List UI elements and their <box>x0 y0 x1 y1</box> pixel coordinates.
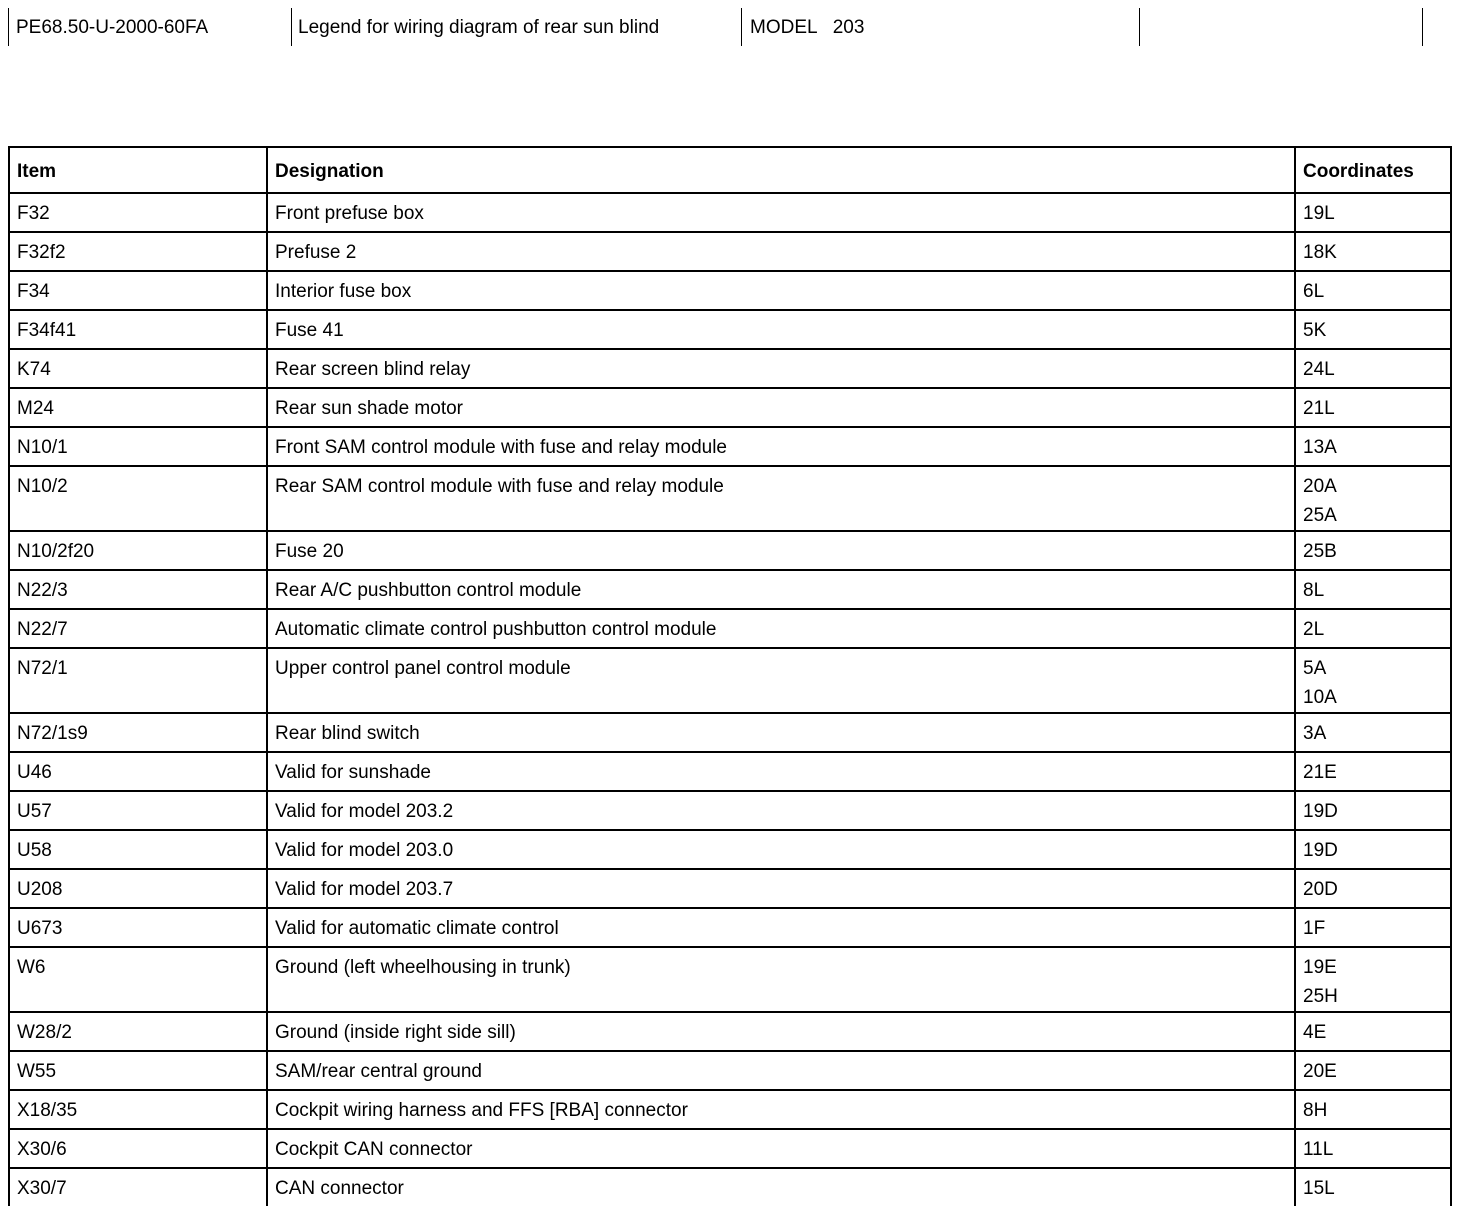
coordinate-value: 11L <box>1303 1139 1334 1160</box>
table-row <box>9 349 1451 388</box>
table-row <box>9 1168 1451 1206</box>
coordinate-value: 4E <box>1303 1022 1327 1043</box>
cell-coordinates <box>1295 570 1451 609</box>
cell-coordinates <box>1295 752 1451 791</box>
coordinate-value: 19D <box>1303 840 1338 861</box>
cell-item: U57 <box>9 791 267 830</box>
coordinate-value: 20E <box>1303 1061 1337 1082</box>
table-row <box>9 752 1451 791</box>
table-body <box>9 193 1451 1206</box>
cell-designation: Cockpit wiring harness and FFS [RBA] connector <box>267 1090 1295 1129</box>
cell-designation: Valid for model 203.7 <box>267 869 1295 908</box>
table-row <box>9 1012 1451 1051</box>
cell-item: N22/7 <box>9 609 267 648</box>
table-row <box>9 947 1451 1012</box>
coordinate-value: 5A <box>1303 658 1327 679</box>
coordinate-value: 20A <box>1303 476 1337 497</box>
coordinate-value: 18K <box>1303 242 1337 263</box>
coordinate-value: 24L <box>1303 359 1335 380</box>
cell-coordinates <box>1295 388 1451 427</box>
cell-coordinates <box>1295 1129 1451 1168</box>
cell-item: U46 <box>9 752 267 791</box>
cell-designation: Rear A/C pushbutton control module <box>267 570 1295 609</box>
cell-coordinates <box>1295 830 1451 869</box>
cell-designation: Ground (inside right side sill) <box>267 1012 1295 1051</box>
cell-item: X30/7 <box>9 1168 267 1206</box>
cell-coordinates <box>1295 1012 1451 1051</box>
column-header-coordinates: Coordinates <box>1295 147 1451 193</box>
coordinate-value: 21E <box>1303 762 1337 783</box>
coordinate-value: 5K <box>1303 320 1327 341</box>
table-row <box>9 830 1451 869</box>
cell-designation: Rear blind switch <box>267 713 1295 752</box>
cell-coordinates <box>1295 427 1451 466</box>
table-row <box>9 388 1451 427</box>
cell-designation: Interior fuse box <box>267 271 1295 310</box>
cell-designation: Rear sun shade motor <box>267 388 1295 427</box>
legend-table <box>8 146 1452 1206</box>
coordinate-value: 19L <box>1303 203 1335 224</box>
cell-item: F32 <box>9 193 267 232</box>
header-divider <box>1422 8 1423 46</box>
cell-item: X30/6 <box>9 1129 267 1168</box>
table-row <box>9 427 1451 466</box>
doc-title: Legend for wiring diagram of rear sun blind <box>298 17 660 38</box>
cell-coordinates <box>1295 648 1451 713</box>
cell-item: U673 <box>9 908 267 947</box>
cell-coordinates <box>1295 869 1451 908</box>
cell-coordinates <box>1295 609 1451 648</box>
cell-item: F34 <box>9 271 267 310</box>
cell-item: U58 <box>9 830 267 869</box>
cell-coordinates <box>1295 908 1451 947</box>
table-row <box>9 648 1451 713</box>
model-label: MODEL 203 <box>750 17 865 38</box>
cell-designation: Front SAM control module with fuse and relay module <box>267 427 1295 466</box>
cell-coordinates <box>1295 1090 1451 1129</box>
table-row <box>9 1129 1451 1168</box>
coordinate-value: 25A <box>1303 505 1337 526</box>
cell-item: N10/2f20 <box>9 531 267 570</box>
coordinate-value: 25H <box>1303 986 1338 1007</box>
table-row <box>9 713 1451 752</box>
cell-designation: Automatic climate control pushbutton control module <box>267 609 1295 648</box>
cell-designation: Valid for model 203.2 <box>267 791 1295 830</box>
header-divider <box>8 8 9 46</box>
table-row <box>9 232 1451 271</box>
cell-coordinates <box>1295 947 1451 1012</box>
header-divider <box>291 8 292 46</box>
cell-designation: SAM/rear central ground <box>267 1051 1295 1090</box>
coordinate-value: 10A <box>1303 687 1337 708</box>
cell-item: F32f2 <box>9 232 267 271</box>
cell-designation: Valid for automatic climate control <box>267 908 1295 947</box>
cell-designation: Rear SAM control module with fuse and relay module <box>267 466 1295 531</box>
coordinate-value: 21L <box>1303 398 1335 419</box>
column-header-item: Item <box>9 147 267 193</box>
coordinate-value: 3A <box>1303 723 1327 744</box>
cell-coordinates <box>1295 349 1451 388</box>
cell-item: M24 <box>9 388 267 427</box>
cell-coordinates <box>1295 193 1451 232</box>
coordinate-value: 8H <box>1303 1100 1328 1121</box>
cell-coordinates <box>1295 466 1451 531</box>
table-row <box>9 531 1451 570</box>
cell-coordinates <box>1295 713 1451 752</box>
coordinate-value: 20D <box>1303 879 1338 900</box>
cell-designation: Valid for sunshade <box>267 752 1295 791</box>
cell-coordinates <box>1295 232 1451 271</box>
cell-designation: Ground (left wheelhousing in trunk) <box>267 947 1295 1012</box>
coordinate-value: 15L <box>1303 1178 1335 1199</box>
cell-designation: Front prefuse box <box>267 193 1295 232</box>
cell-item: W55 <box>9 1051 267 1090</box>
cell-designation: Valid for model 203.0 <box>267 830 1295 869</box>
coordinate-value: 2L <box>1303 619 1325 640</box>
cell-coordinates <box>1295 1168 1451 1206</box>
cell-item: X18/35 <box>9 1090 267 1129</box>
column-header-designation: Designation <box>267 147 1295 193</box>
table-row <box>9 466 1451 531</box>
cell-item: F34f41 <box>9 310 267 349</box>
cell-item: W6 <box>9 947 267 1012</box>
cell-item: N72/1 <box>9 648 267 713</box>
cell-item: N72/1s9 <box>9 713 267 752</box>
cell-coordinates <box>1295 1051 1451 1090</box>
header-divider <box>1139 8 1140 46</box>
table-row <box>9 908 1451 947</box>
table-row <box>9 570 1451 609</box>
coordinate-value: 6L <box>1303 281 1325 302</box>
cell-designation: Upper control panel control module <box>267 648 1295 713</box>
table-row <box>9 1051 1451 1090</box>
coordinate-value: 8L <box>1303 580 1325 601</box>
header-divider <box>741 8 742 46</box>
cell-item: U208 <box>9 869 267 908</box>
cell-designation: Prefuse 2 <box>267 232 1295 271</box>
cell-item: N22/3 <box>9 570 267 609</box>
cell-designation: CAN connector <box>267 1168 1295 1206</box>
cell-item: N10/1 <box>9 427 267 466</box>
table-row <box>9 791 1451 830</box>
cell-coordinates <box>1295 310 1451 349</box>
table-row <box>9 271 1451 310</box>
coordinate-value: 13A <box>1303 437 1337 458</box>
cell-coordinates <box>1295 531 1451 570</box>
table-row <box>9 193 1451 232</box>
table-row <box>9 609 1451 648</box>
cell-designation: Cockpit CAN connector <box>267 1129 1295 1168</box>
coordinate-value: 25B <box>1303 541 1337 562</box>
document-header <box>8 8 1433 46</box>
cell-item: W28/2 <box>9 1012 267 1051</box>
cell-designation: Fuse 41 <box>267 310 1295 349</box>
doc-code: PE68.50-U-2000-60FA <box>16 17 209 38</box>
cell-coordinates <box>1295 791 1451 830</box>
cell-item: K74 <box>9 349 267 388</box>
cell-designation: Fuse 20 <box>267 531 1295 570</box>
cell-coordinates <box>1295 271 1451 310</box>
cell-designation: Rear screen blind relay <box>267 349 1295 388</box>
table-row <box>9 310 1451 349</box>
coordinate-value: 19D <box>1303 801 1338 822</box>
coordinate-value: 1F <box>1303 918 1326 939</box>
table-header-row <box>9 147 1451 193</box>
cell-item: N10/2 <box>9 466 267 531</box>
coordinate-value: 19E <box>1303 957 1337 978</box>
table-row <box>9 869 1451 908</box>
table-row <box>9 1090 1451 1129</box>
